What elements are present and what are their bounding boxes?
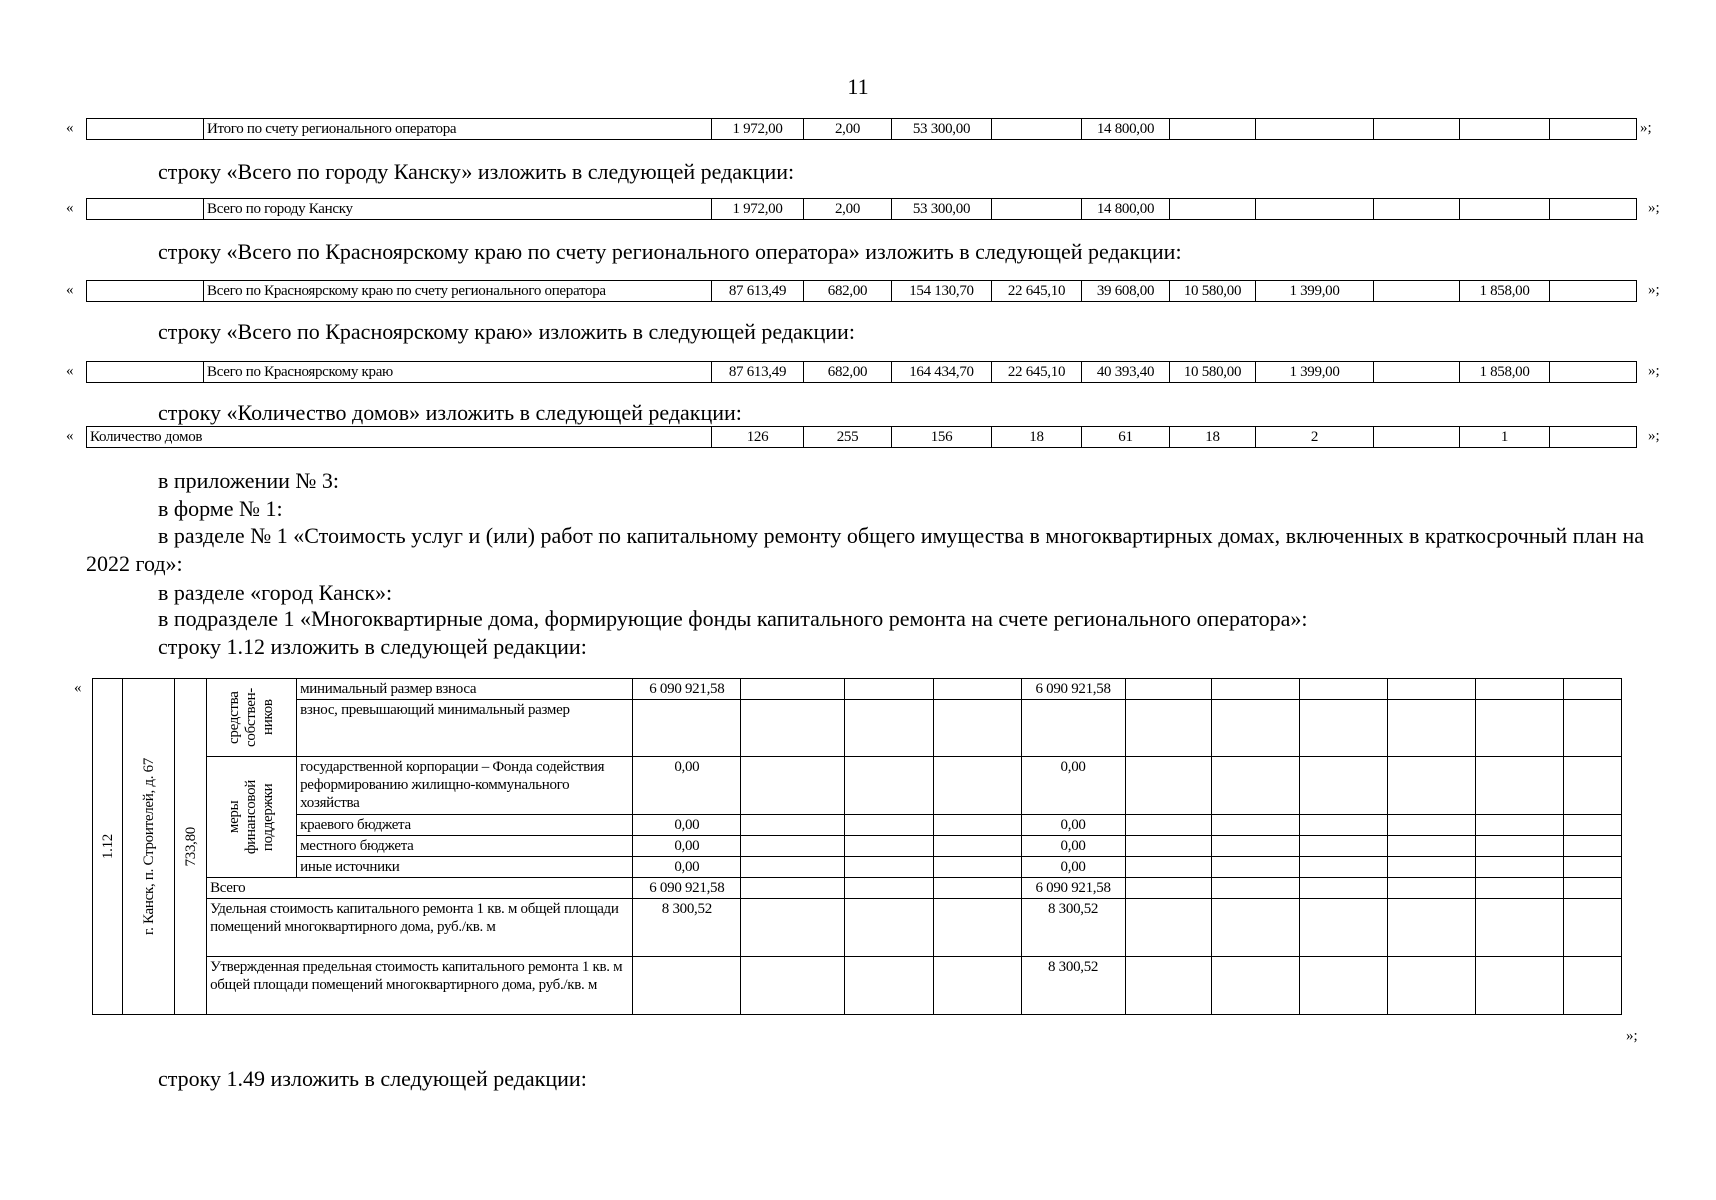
row-value: 0,00 [633,836,741,857]
close-quote: »; [1648,363,1660,379]
row-value: 8 300,52 [633,899,741,957]
kray-ro-value [1550,281,1637,302]
kansk-value [1550,199,1637,220]
row-label: иные источники [297,857,633,878]
row-label: Всего [207,878,633,899]
kray-ro-row-table [86,280,1637,302]
row-number: 1.12 [99,833,116,860]
area-cell [175,679,207,1015]
financial-support-cell [207,757,297,878]
itogo-value [1550,119,1637,140]
houses-value: 126 [712,427,804,448]
table-row [93,757,1622,815]
row-value: 0,00 [1021,815,1125,836]
itogo-value [1170,119,1256,140]
kray-ro-value: 87 613,49 [712,281,804,302]
row-value: 0,00 [1021,757,1125,815]
row-value: 0,00 [633,815,741,836]
row-label: краевого бюджета [297,815,633,836]
open-quote: « [66,428,74,444]
houses-value: 18 [992,427,1082,448]
houses-value: 2 [1256,427,1374,448]
kray-label: Всего по Красноярскому краю [204,362,712,383]
row-label: взнос, превышающий минимальный размер [297,700,633,757]
kansk-value [1256,199,1374,220]
houses-value: 18 [1170,427,1256,448]
houses-value [1550,427,1637,448]
row-value: 6 090 921,58 [1021,679,1125,700]
paragraph: строку «Всего по Красноярскому краю по счету регионального оператора» изложить в следующей редакции: [158,239,1182,264]
paragraph: в форме № 1: [158,496,283,521]
row-number-cell [93,679,123,1015]
row-label: минимальный размер взноса [297,679,633,700]
group-label-line: средства [226,691,243,744]
open-quote: « [66,282,74,298]
row-value: 0,00 [633,757,741,815]
paragraph: в приложении № 3: [158,468,339,493]
kray-value: 1 399,00 [1256,362,1374,383]
row-1-12-table [92,678,1622,1015]
kansk-row-table [86,198,1637,220]
paragraph: строку 1.49 изложить в следующей редакции: [158,1066,587,1091]
houses-value [1374,427,1460,448]
kray-value: 10 580,00 [1170,362,1256,383]
itogo-value: 53 300,00 [892,119,992,140]
group-label-line: финансовой [243,779,260,855]
financial-support-label [226,780,277,854]
row-label: Утвержденная предельная стоимость капитального ремонта 1 кв. м общей площади помещений многоквартирного дома, руб./кв. м [207,957,633,1015]
kray-ro-row [87,281,1637,302]
row-value: 6 090 921,58 [633,679,741,700]
owners-funds-cell [207,679,297,757]
kray-ro-value: 22 645,10 [992,281,1082,302]
row-value: 6 090 921,58 [633,878,741,899]
houses-row [87,427,1637,448]
kansk-value: 14 800,00 [1082,199,1170,220]
kray-value [1374,362,1460,383]
open-quote: « [74,680,82,696]
close-quote: »; [1648,200,1660,216]
houses-value: 61 [1082,427,1170,448]
itogo-value: 1 972,00 [712,119,804,140]
itogo-label: Итого по счету регионального оператора [204,119,712,140]
group-label-line: собствен- [243,688,260,747]
table-row [93,878,1622,899]
row-label: Удельная стоимость капитального ремонта 1 кв. м общей площади помещений многоквартирного дома, руб./кв. м [207,899,633,957]
row-label: местного бюджета [297,836,633,857]
kray-row [87,362,1637,383]
itogo-value: 14 800,00 [1082,119,1170,140]
row-value [1021,700,1125,757]
table-row [93,899,1622,957]
page-number: 11 [847,74,869,99]
kansk-value: 53 300,00 [892,199,992,220]
group-label-line: поддержки [260,783,277,851]
kray-ro-value: 39 608,00 [1082,281,1170,302]
kansk-value [1460,199,1550,220]
kray-ro-value: 1 858,00 [1460,281,1550,302]
paragraph: в подразделе 1 «Многоквартирные дома, формирующие фонды капитального ремонта на счете регионального оператора»: [158,606,1308,631]
itogo-value [1256,119,1374,140]
row-value: 8 300,52 [1021,957,1125,1015]
table-row [93,957,1622,1015]
kray-ro-value: 1 399,00 [1256,281,1374,302]
row-value: 0,00 [1021,836,1125,857]
itogo-row-table [86,118,1637,140]
itogo-value [1460,119,1550,140]
kansk-value: 2,00 [804,199,892,220]
kray-value: 164 434,70 [892,362,992,383]
kray-value: 87 613,49 [712,362,804,383]
itogo-value: 2,00 [804,119,892,140]
table-row [93,679,1622,700]
kray-ro-label: Всего по Красноярскому краю по счету регионального оператора [204,281,712,302]
row-value [633,700,741,757]
open-quote: « [66,200,74,216]
kansk-value [992,199,1082,220]
open-quote: « [66,120,74,136]
kray-value: 22 645,10 [992,362,1082,383]
paragraph: строку «Всего по Красноярскому краю» изложить в следующей редакции: [158,319,855,344]
row-value: 0,00 [633,857,741,878]
paragraph: в разделе № 1 «Стоимость услуг и (или) работ по капитальному ремонту общего имущества в многоквартирных домах, включенных в краткосрочный план на 2022 год»: [86,523,1644,576]
owners-funds-label [226,688,277,747]
kansk-value [1374,199,1460,220]
houses-label: Количество домов [87,427,712,448]
table-row [93,700,1622,757]
kray-value: 40 393,40 [1082,362,1170,383]
row-value: 0,00 [1021,857,1125,878]
kansk-value: 1 972,00 [712,199,804,220]
kansk-label: Всего по городу Канску [204,199,712,220]
itogo-row [87,119,1637,140]
kray-ro-value: 682,00 [804,281,892,302]
group-label-line: меры [226,800,243,834]
row-value [633,957,741,1015]
paragraph: строку 1.12 изложить в следующей редакции: [158,634,587,659]
paragraph: строку «Количество домов» изложить в следующей редакции: [158,400,742,425]
table-row [93,836,1622,857]
kray-ro-value: 154 130,70 [892,281,992,302]
kray-value: 682,00 [804,362,892,383]
kray-ro-value [1374,281,1460,302]
paragraph: строку «Всего по городу Канску» изложить в следующей редакции: [158,159,795,184]
close-quote: »; [1648,428,1660,444]
houses-value: 255 [804,427,892,448]
row-value: 8 300,52 [1021,899,1125,957]
kray-row-table [86,361,1637,383]
itogo-value [992,119,1082,140]
address: г. Канск, п. Строителей, д. 67 [140,757,157,935]
kray-value: 1 858,00 [1460,362,1550,383]
close-quote: »; [1648,282,1660,298]
kansk-row [87,199,1637,220]
table-row [93,815,1622,836]
itogo-value [1374,119,1460,140]
close-quote: »; [1640,120,1652,136]
houses-row-table [86,426,1637,448]
address-cell [123,679,175,1015]
close-quote: »; [1626,1028,1638,1044]
open-quote: « [66,363,74,379]
paragraph: в разделе «город Канск»: [158,580,393,605]
kray-value [1550,362,1637,383]
row-value: 6 090 921,58 [1021,878,1125,899]
area: 733,80 [182,826,199,867]
houses-value: 1 [1460,427,1550,448]
group-label-line: ников [260,699,277,736]
kansk-value [1170,199,1256,220]
row-label: государственной корпорации – Фонда содействия реформированию жилищно-коммунального хозяйства [297,757,633,815]
kray-ro-value: 10 580,00 [1170,281,1256,302]
houses-value: 156 [892,427,992,448]
table-row [93,857,1622,878]
